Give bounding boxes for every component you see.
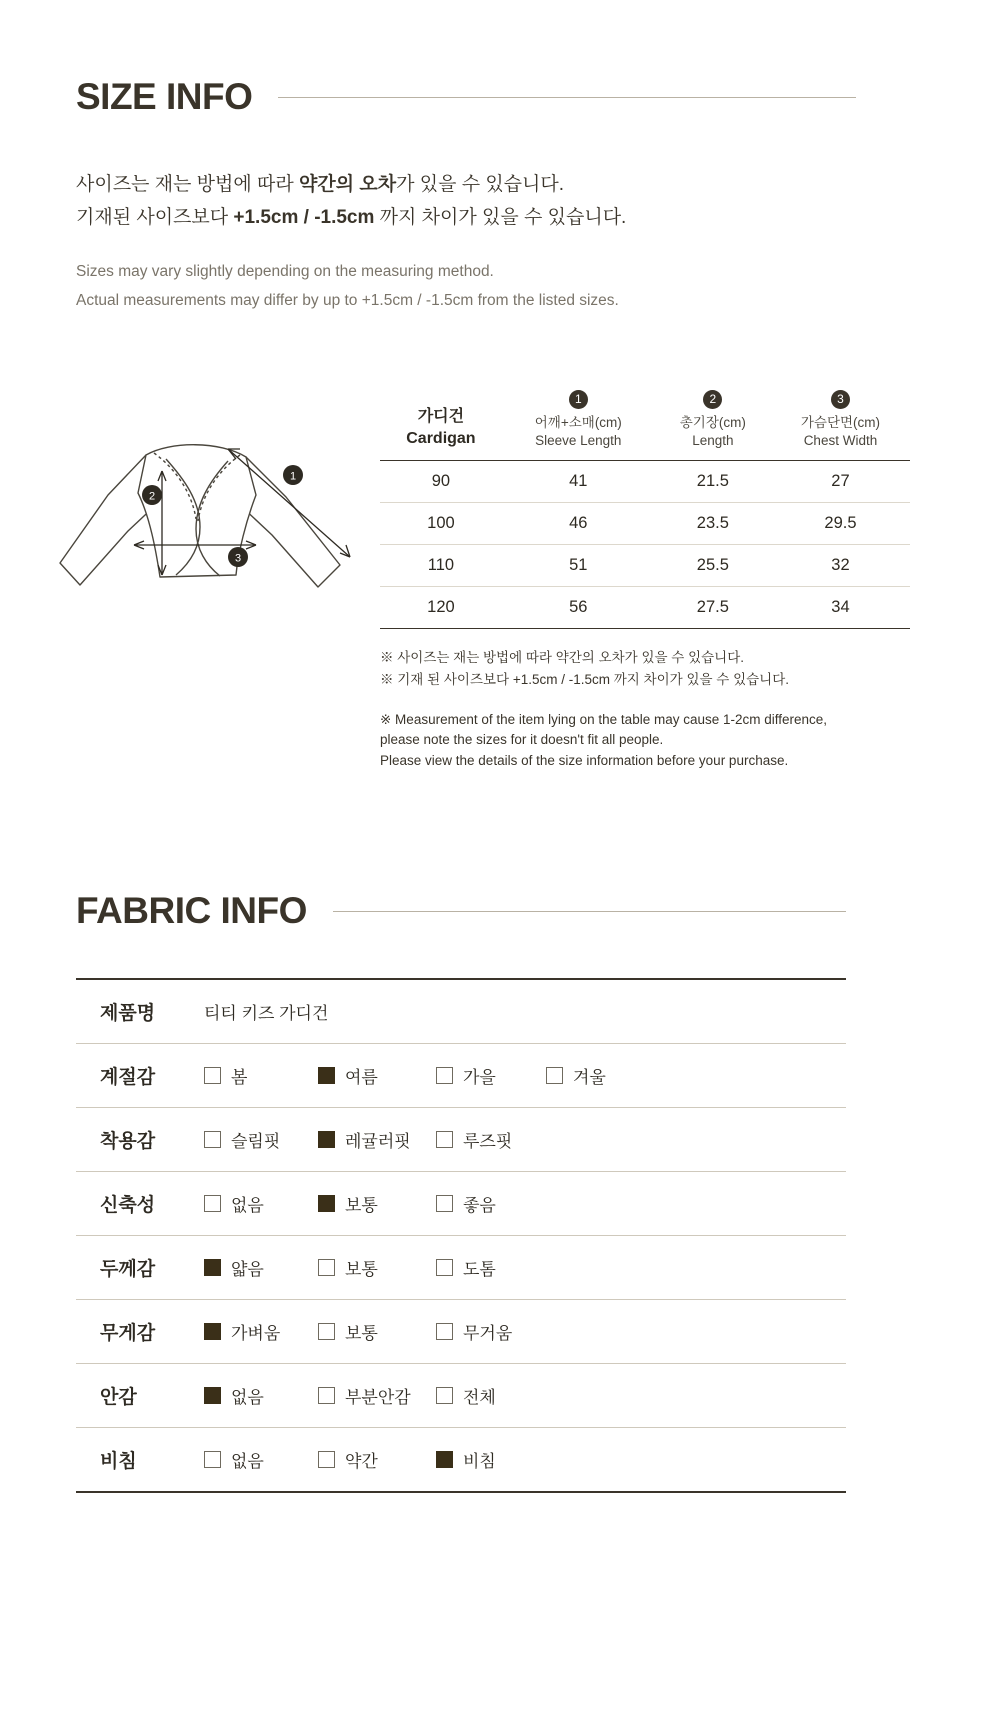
- table-row: [380, 587, 910, 629]
- size-col-header-length: 2 총기장(cm) Length: [655, 375, 771, 461]
- option-group-sheerness: [204, 1447, 846, 1472]
- fabric-row-label: 두께감: [100, 1259, 156, 1280]
- option-item[interactable]: [318, 1127, 422, 1152]
- table-row: [76, 1364, 846, 1428]
- fabric-row-label: 제품명: [100, 1003, 156, 1024]
- fabric-info-title: FABRIC INFO: [76, 890, 307, 931]
- marker-1-icon: 1: [569, 390, 588, 409]
- option-item[interactable]: [318, 1319, 422, 1344]
- checkbox-icon[interactable]: [204, 1323, 221, 1340]
- size-notice-korean-line-1: [76, 168, 856, 201]
- option-item[interactable]: [436, 1063, 532, 1088]
- option-label: 무거움: [463, 1324, 513, 1343]
- checkbox-icon[interactable]: [318, 1259, 335, 1276]
- option-label: 보통: [345, 1196, 378, 1215]
- size-table: [380, 375, 910, 629]
- option-label: 좋음: [463, 1196, 496, 1215]
- table-row: [380, 503, 910, 545]
- option-label: 없음: [231, 1388, 264, 1407]
- size-cell: 27: [771, 461, 910, 503]
- size-cell: 34: [771, 587, 910, 629]
- table-row: [76, 1428, 846, 1493]
- size-table-wrapper: [380, 375, 910, 629]
- option-item[interactable]: [318, 1383, 422, 1408]
- table-row: [76, 1172, 846, 1236]
- fabric-info-section: [76, 890, 846, 932]
- size-cell: 51: [502, 545, 655, 587]
- table-row: [380, 545, 910, 587]
- checkbox-icon[interactable]: [436, 1451, 453, 1468]
- size-cell: 41: [502, 461, 655, 503]
- option-item[interactable]: [204, 1063, 304, 1088]
- option-label: 없음: [231, 1196, 264, 1215]
- marker-2-icon: 2: [703, 390, 722, 409]
- size-cell: 21.5: [655, 461, 771, 503]
- option-label: 봄: [231, 1068, 248, 1087]
- size-info-section: [76, 76, 856, 315]
- fabric-row-label: 신축성: [100, 1195, 156, 1216]
- option-item[interactable]: [204, 1383, 304, 1408]
- option-item[interactable]: [204, 1191, 304, 1216]
- diagram-marker-2: [142, 485, 162, 505]
- option-label: 비침: [463, 1452, 496, 1471]
- size-cell: 120: [380, 587, 502, 629]
- checkbox-icon[interactable]: [318, 1323, 335, 1340]
- option-label: 가벼움: [231, 1324, 281, 1343]
- option-item[interactable]: [318, 1191, 422, 1216]
- table-row: [76, 1236, 846, 1300]
- size-cell: 46: [502, 503, 655, 545]
- option-item[interactable]: [436, 1255, 496, 1280]
- size-note-english: [380, 710, 920, 773]
- option-label: 여름: [345, 1068, 378, 1087]
- svg-text:3: 3: [234, 552, 242, 565]
- svg-text:2: 2: [148, 490, 156, 503]
- size-table-notes: [380, 647, 920, 772]
- fabric-row-label: 무게감: [100, 1323, 156, 1344]
- size-notice-korean-line-2: [76, 201, 856, 234]
- option-item[interactable]: [204, 1127, 304, 1152]
- measurement-area: [40, 375, 960, 775]
- checkbox-icon[interactable]: [436, 1067, 453, 1084]
- size-cell: 56: [502, 587, 655, 629]
- checkbox-icon[interactable]: [318, 1451, 335, 1468]
- size-note-korean: [380, 647, 920, 692]
- option-item[interactable]: [436, 1447, 496, 1472]
- option-label: 겨울: [573, 1068, 606, 1087]
- option-item[interactable]: [318, 1063, 422, 1088]
- size-note-en-3: Please view the details of the size information before your purchase.: [380, 753, 789, 769]
- checkbox-icon[interactable]: [436, 1323, 453, 1340]
- size-note-en-2: please note the sizes for it doesn't fit all people.: [380, 732, 664, 748]
- option-item[interactable]: [436, 1383, 496, 1408]
- table-row: [76, 1108, 846, 1172]
- option-item[interactable]: [436, 1191, 496, 1216]
- diagram-marker-3: [228, 547, 248, 567]
- option-label: 루즈핏: [463, 1132, 513, 1151]
- svg-text:1: 1: [289, 470, 297, 483]
- size-info-title: SIZE INFO: [76, 76, 253, 117]
- option-label: 부분안감: [345, 1388, 411, 1407]
- option-label: 레귤러핏: [345, 1132, 411, 1151]
- notice-ko-2c: 까지 차이가 있을 수 있습니다.: [374, 207, 627, 229]
- checkbox-icon[interactable]: [318, 1387, 335, 1404]
- checkbox-icon[interactable]: [204, 1195, 221, 1212]
- checkbox-icon[interactable]: [436, 1131, 453, 1148]
- checkbox-icon[interactable]: [546, 1067, 563, 1084]
- option-label: 전체: [463, 1388, 496, 1407]
- size-notice-english-line-2: Actual measurements may differ by up to +1.5cm / -1.5cm from the listed sizes.: [76, 291, 619, 309]
- table-row: [76, 979, 846, 1044]
- option-group-weight: [204, 1319, 846, 1344]
- option-label: 가을: [463, 1068, 496, 1087]
- heading-rule: [278, 97, 856, 98]
- checkbox-icon[interactable]: [318, 1067, 335, 1084]
- option-label: 보통: [345, 1324, 378, 1343]
- size-cell: 90: [380, 461, 502, 503]
- fabric-row-label: 착용감: [100, 1131, 156, 1152]
- option-group-season: [204, 1063, 846, 1088]
- fabric-row-label: 비침: [100, 1451, 137, 1472]
- table-row: [76, 1044, 846, 1108]
- option-item[interactable]: [436, 1319, 512, 1344]
- checkbox-icon[interactable]: [318, 1131, 335, 1148]
- checkbox-icon[interactable]: [204, 1387, 221, 1404]
- size-col-header-chest: 3 가슴단면(cm) Chest Width: [771, 375, 910, 461]
- size-cell: 100: [380, 503, 502, 545]
- checkbox-icon[interactable]: [436, 1195, 453, 1212]
- fabric-row-label: 계절감: [100, 1067, 156, 1088]
- size-cell: 29.5: [771, 503, 910, 545]
- heading-rule: [333, 911, 846, 912]
- size-cell: 110: [380, 545, 502, 587]
- checkbox-icon[interactable]: [204, 1131, 221, 1148]
- option-group-fit: [204, 1127, 846, 1152]
- size-notice-english: [76, 257, 856, 316]
- option-item[interactable]: [318, 1255, 422, 1280]
- table-row: [380, 461, 910, 503]
- table-row: [76, 1300, 846, 1364]
- checkbox-icon[interactable]: [436, 1259, 453, 1276]
- option-label: 보통: [345, 1260, 378, 1279]
- notice-ko-1b: 약간의 오차: [299, 174, 397, 195]
- notice-ko-2b: +1.5cm / -1.5cm: [233, 207, 375, 229]
- checkbox-icon[interactable]: [204, 1259, 221, 1276]
- size-note-ko-1: ※ 사이즈는 재는 방법에 따라 약간의 오차가 있을 수 있습니다.: [380, 650, 744, 665]
- size-note-ko-2: ※ 기재 된 사이즈보다 +1.5cm / -1.5cm 까지 차이가 있을 수 있습니다.: [380, 672, 789, 688]
- size-notice-english-line-1: Sizes may vary slightly depending on the measuring method.: [76, 262, 494, 280]
- fabric-row-label: 안감: [100, 1387, 137, 1408]
- size-cell: 27.5: [655, 587, 771, 629]
- marker-3-icon: 3: [831, 390, 850, 409]
- checkbox-icon[interactable]: [318, 1195, 335, 1212]
- fabric-table: [76, 978, 846, 1493]
- size-info-heading: [76, 76, 856, 118]
- checkbox-icon[interactable]: [204, 1451, 221, 1468]
- size-cell: 23.5: [655, 503, 771, 545]
- size-cell: 25.5: [655, 545, 771, 587]
- size-cell: 32: [771, 545, 910, 587]
- cardigan-diagram: [50, 435, 380, 655]
- size-notice-korean: [76, 168, 856, 235]
- notice-ko-2a: 기재된 사이즈보다: [76, 207, 234, 229]
- diagram-marker-1: [283, 465, 303, 485]
- option-item[interactable]: [546, 1063, 606, 1088]
- option-item[interactable]: [204, 1255, 304, 1280]
- option-label: 도톰: [463, 1260, 496, 1279]
- size-col-header-sleeve: 1 어깨+소매(cm) Sleeve Length: [502, 375, 655, 461]
- product-name-value: 티티 키즈 가디건: [204, 1004, 329, 1023]
- option-group-lining: [204, 1383, 846, 1408]
- option-item[interactable]: [436, 1127, 512, 1152]
- option-group-stretch: [204, 1191, 846, 1216]
- fabric-info-heading: [76, 890, 846, 932]
- option-label: 슬림핏: [231, 1132, 281, 1151]
- option-item[interactable]: [204, 1319, 304, 1344]
- option-item[interactable]: [204, 1447, 304, 1472]
- option-group-thickness: [204, 1255, 846, 1280]
- size-col-header-cardigan: 가디건 Cardigan: [380, 375, 502, 461]
- option-label: 없음: [231, 1452, 264, 1471]
- checkbox-icon[interactable]: [436, 1387, 453, 1404]
- checkbox-icon[interactable]: [204, 1067, 221, 1084]
- option-label: 약간: [345, 1452, 378, 1471]
- option-item[interactable]: [318, 1447, 422, 1472]
- option-label: 얇음: [231, 1260, 264, 1279]
- notice-ko-1c: 가 있을 수 있습니다.: [396, 174, 565, 195]
- notice-ko-1a: 사이즈는 재는 방법에 따라: [76, 174, 300, 195]
- size-note-en-1: ※ Measurement of the item lying on the table may cause 1-2cm difference,: [380, 711, 828, 727]
